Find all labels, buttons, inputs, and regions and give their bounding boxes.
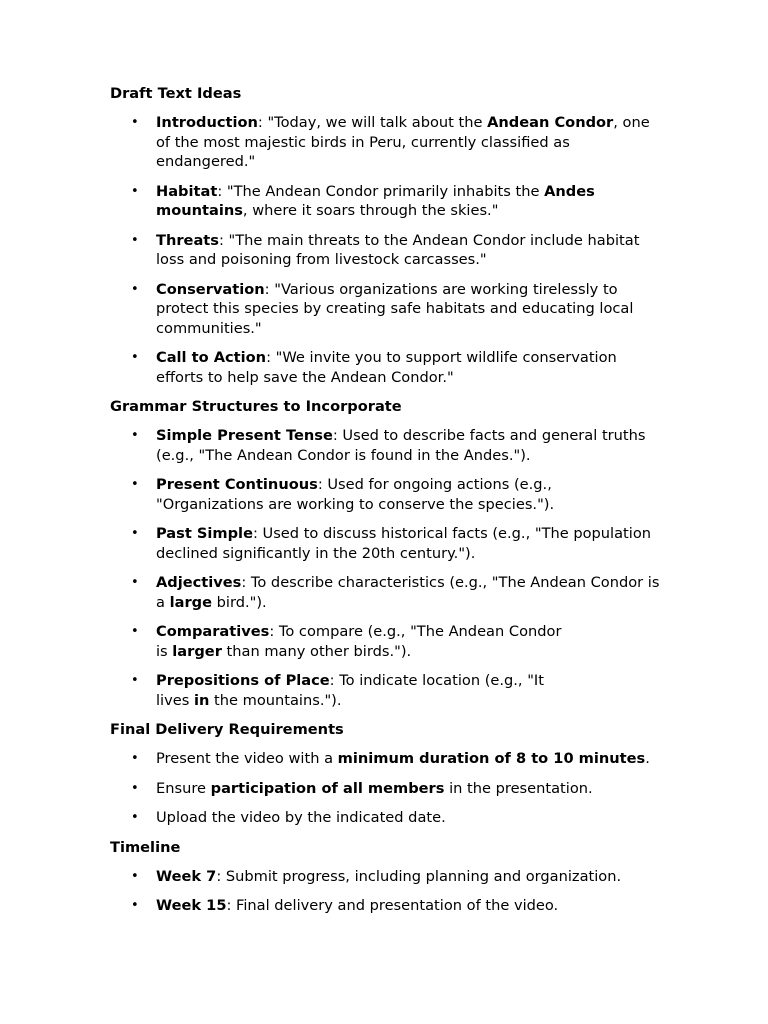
list-item-text (156, 349, 617, 386)
text-run: in the presentation. (444, 779, 593, 797)
bullet-icon: • (131, 477, 139, 492)
bullet-icon: • (131, 428, 139, 443)
text-run: Upload the video by the indicated date. (156, 809, 446, 826)
list-item-text (156, 232, 639, 269)
bold-phrase: minimum duration of 8 to 10 minutes (337, 750, 646, 767)
bold-phrase: participation of all members (210, 779, 445, 797)
text-run: : To indicate location (e.g., "It lives (156, 672, 544, 709)
bullet-icon: • (131, 868, 139, 884)
bullet-list (110, 749, 660, 828)
text-run: Present the video with a (156, 750, 338, 767)
bullet-icon: • (131, 183, 139, 199)
document-content (110, 84, 660, 926)
bold-phrase: Past Simple (156, 525, 253, 542)
list-item-text (156, 809, 446, 826)
list-item (110, 671, 660, 710)
list-item (110, 475, 660, 514)
text-run: , one of the most majestic birds in Peru, currently classified as endangered." (156, 114, 650, 170)
bold-phrase: larger (172, 642, 222, 660)
bullet-list (110, 426, 660, 710)
section-heading: Timeline (110, 838, 181, 856)
text-run: : "We invite you to support wildlife conservation efforts to help save the Andean Condor." (156, 349, 617, 386)
bullet-list (110, 113, 660, 387)
list-item-text (156, 574, 659, 611)
text-run: : To describe characteristics (e.g., "The Andean Condor is a (156, 574, 660, 611)
bold-phrase: Threats (156, 231, 219, 249)
bullet-icon: • (131, 115, 139, 130)
bullet-icon: • (131, 526, 139, 541)
bold-phrase: Andes mountains (156, 182, 595, 219)
list-item (110, 231, 660, 270)
bold-phrase: in (193, 691, 210, 709)
bullet-icon: • (131, 898, 139, 913)
list-item (110, 808, 660, 828)
text-run: : Used to discuss historical facts (e.g., "The population declined significantly in the 20th century."). (156, 525, 652, 562)
list-item (110, 749, 660, 769)
text-run: : "Today, we will talk about the (257, 114, 488, 131)
list-item (110, 896, 660, 916)
bold-phrase: Week 7 (156, 867, 217, 885)
list-item-text (156, 622, 576, 661)
bold-phrase: Adjectives (156, 574, 242, 591)
bold-phrase: Week 15 (156, 897, 227, 914)
text-run: : Used for ongoing actions (e.g., "Organizations are working to conserve the species."). (156, 476, 555, 513)
bold-phrase: Present Continuous (156, 476, 318, 493)
section-heading: Final Delivery Requirements (110, 721, 344, 738)
bullet-icon: • (131, 350, 139, 365)
list-item (110, 280, 660, 339)
text-run: : Submit progress, including planning and organization. (216, 867, 622, 885)
list-item (110, 348, 660, 387)
list-item-text (156, 780, 593, 797)
bold-phrase: Andean Condor (487, 114, 614, 131)
text-run: bird."). (212, 593, 267, 611)
section-heading: Draft Text Ideas (110, 85, 242, 102)
list-item (110, 622, 660, 661)
bold-phrase: Call to Action (156, 349, 267, 366)
list-item (110, 573, 660, 612)
bullet-icon: • (131, 780, 139, 796)
list-item-text (156, 183, 595, 220)
text-run: . (645, 750, 650, 767)
text-run: : "The main threats to the Andean Condor include habitat loss and poisoning from livestock carcasses." (156, 231, 640, 268)
list-item-text (156, 281, 633, 337)
text-run: : "Various organizations are working tirelessly to protect this species by creating safe habitats and educating local communities." (156, 280, 634, 337)
list-item (110, 113, 660, 172)
bullet-icon: • (131, 810, 139, 825)
bullet-icon: • (131, 624, 139, 639)
list-item-text (156, 671, 576, 710)
list-item (110, 182, 660, 221)
bold-phrase: Comparatives (156, 623, 270, 640)
list-item-text (156, 427, 646, 464)
list-item (110, 426, 660, 465)
bullet-list (110, 867, 660, 916)
text-run: , where it soars through the skies." (242, 202, 499, 219)
text-run: than many other birds."). (221, 642, 412, 660)
bold-phrase: large (169, 593, 212, 611)
text-run: : Used to describe facts and general truths (e.g., "The Andean Condor is found in the Andes."). (156, 427, 646, 464)
bold-phrase: Introduction (156, 114, 258, 131)
text-run: the mountains."). (209, 691, 342, 709)
bold-phrase: Habitat (156, 182, 218, 200)
list-item (110, 867, 660, 887)
text-run: Ensure (156, 779, 211, 797)
list-item-text (156, 114, 650, 170)
text-run: : To compare (e.g., "The Andean Condor is (156, 623, 562, 660)
bullet-icon: • (131, 575, 139, 590)
text-run: : "The Andean Condor primarily inhabits the (217, 182, 545, 200)
bullet-icon: • (131, 281, 139, 297)
list-item-text (156, 897, 558, 914)
list-item-text (156, 525, 651, 562)
list-item-text (156, 750, 650, 767)
bullet-icon: • (131, 232, 139, 248)
list-item-text (156, 476, 554, 513)
bold-phrase: Prepositions of Place (156, 672, 330, 689)
bold-phrase: Conservation (156, 280, 265, 298)
list-item (110, 779, 660, 799)
list-item-text (156, 868, 621, 885)
bullet-icon: • (131, 751, 139, 766)
section-heading: Grammar Structures to Incorporate (110, 398, 402, 415)
text-run: : Final delivery and presentation of the video. (226, 897, 559, 914)
bullet-icon: • (131, 673, 139, 688)
list-item (110, 524, 660, 563)
bold-phrase: Simple Present Tense (156, 427, 333, 444)
